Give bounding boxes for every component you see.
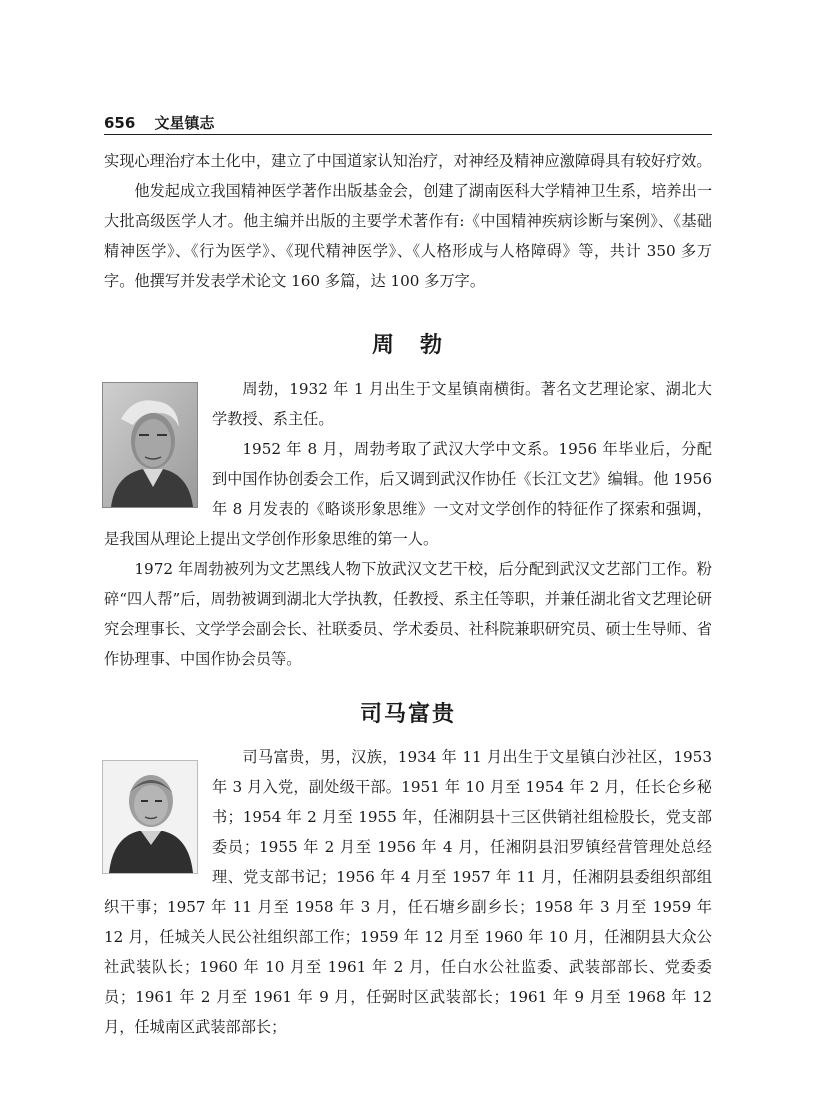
section-title-sima-fugui: 司马富贵 (359, 702, 456, 727)
zhou-bo-paragraph-1: 周勃，1932 年 1 月出生于文星镇南横街。著名文艺理论家、湖北大学教授、系主任。 (212, 380, 712, 428)
intro-paragraph-2: 他发起成立我国精神医学著作出版基金会，创建了湖南医科大学精神卫生系，培养出一大批高级医学人才。他主编并出版的主要学术著作有:《中国精神疾病诊断与案例》、《基础精神医学》、《行为医学》、《现代精神医学》、《人格形成与人格障碍》等，共计 350 多万字。他撰写并发表学术论文 160 多篇，达 100 多万字。 (104, 182, 712, 290)
zhou-bo-bio (104, 374, 712, 674)
sima-fugui-paragraph-1: 司马富贵，男，汉族，1934 年 11 月出生于文星镇白沙社区，1953 年 3 月入党，副处级干部。1951 年 10 月至 1954 年 2 月，任长仑乡秘书；1954 年 2 月至 1955 年，任湘阴县十三区供销社组检股长，党支部委员；1955 年 2 月至 1956 年 4 月，任湘阴县汨罗镇经营管理处总经理、党支部书记；1956 年 4 月至 1957 年 11 月，任湘阴县委组织部组织干事；1957 年 11 月至 1958 年 3 月，任石塘乡副乡长；1958 年 3 月至 1959 年 12 月，任城关人民公社组织部工作；1959 年 12 月至 1960 年 10 月，任湘阴县大众公社武装队长；1960 年 10 月至 1961 年 2 月，任白水公社监委、武装部部长、党委委员；1961 年 2 月至 1961 年 9 月，任弼时区武装部长；1961 年 9 月至 1968 年 12 月，任城南区武装部部长； (104, 748, 712, 1036)
book-title: 文星镇志 (154, 114, 215, 132)
zhou-bo-paragraph-2: 1952 年 8 月，周勃考取了武汉大学中文系。1956 年毕业后，分配到中国作协创委会工作，后又调到武汉作协任《长江文艺》编辑。他 1956 年 8 月发表的《略谈形象思维》一文对文学创作的特征作了探索和强调，是我国从理论上提出文学创作形象思维的第一人。 (104, 440, 712, 548)
zhou-bo-paragraph-3: 1972 年周勃被列为文艺黑线人物下放武汉文艺干校，后分配到武汉文艺部门工作。粉碎“四人帮”后，周勃被调到湖北大学执教，任教授、系主任等职，并兼任湖北省文艺理论研究会理事长、文学学会副会长、社联委员、学术委员、社科院兼职研究员、硕士生导师、省作协理事、中国作协会员等。 (104, 560, 712, 668)
intro-paragraph-1: 实现心理治疗本土化中，建立了中国道家认知治疗，对神经及精神应激障碍具有较好疗效。 (104, 152, 712, 170)
section-title-zhou-bo: 周 勃 (371, 333, 444, 358)
page-number: 656 (104, 114, 136, 132)
page-header (104, 112, 712, 135)
sima-fugui-bio (104, 742, 712, 1042)
